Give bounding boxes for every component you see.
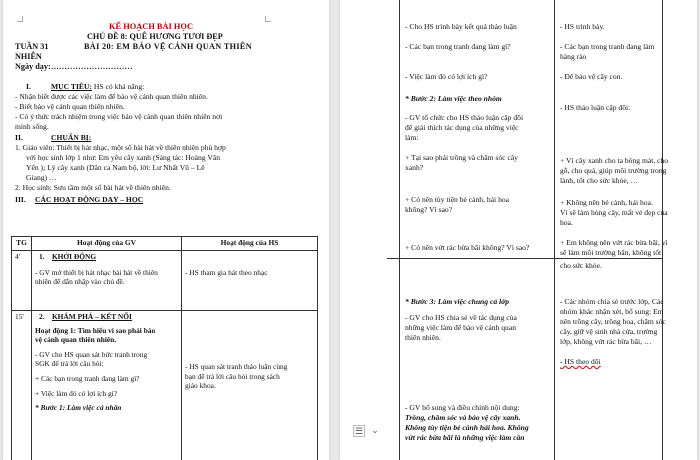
teacher-text: + Tại sao phải trồng và chăm sóc cây [405, 153, 518, 162]
teacher-summary: vứt rác bừa bãi là những việc làm cần [405, 433, 525, 442]
corner-mark [265, 16, 271, 22]
teacher-text: - GV mở thiết bị hát nhạc bài hát về thiên [35, 267, 158, 277]
teacher-text: + Các bạn trong tranh đang làm gì? [35, 373, 140, 383]
teacher-text: làm: [405, 133, 419, 142]
objective-item: - Nhận biết được các việc làm để bảo vệ cảnh quan thiên nhiên. [15, 92, 208, 101]
teacher-text: không? Vì sao? [405, 205, 453, 214]
teacher-text: - Cho HS trình bày kết quả thảo luận [405, 22, 517, 31]
table-border [554, 0, 555, 460]
teacher-summary: Không tùy tiện bẻ cành hái hoa. Không [405, 423, 529, 432]
student-text: lành, tốt cho sức khỏe, … [560, 176, 639, 185]
student-activity-cell [182, 311, 318, 460]
student-text: cho sức khỏe. [560, 261, 602, 270]
heading-text: KHỞI ĐỘNG [51, 252, 97, 261]
heading-number: 2. [39, 312, 45, 321]
continued-table [399, 0, 663, 460]
teacher-text: để giải thích tác dụng của những việc [405, 123, 519, 132]
student-activity-cell [182, 251, 318, 311]
teacher-text: - Việc làm đó có lợi ích gì? [405, 72, 488, 81]
table-border [662, 0, 663, 460]
student-text: - HS thảo luận cặp đôi: [560, 103, 631, 112]
teacher-text: + Có nên vứt rác bừa bãi không? Vì sao? [405, 243, 530, 252]
table-header-row [12, 237, 318, 251]
prep-item: Yến ); Lý cây xanh (Dân ca Nam bộ, lời: Lư Nhất Vũ – Lê [26, 163, 205, 172]
student-text: nhóm khác nhận xét, bổ sung: Em [560, 307, 664, 316]
lesson-plan-title: KẾ HOẠCH BÀI HỌC [109, 22, 193, 31]
time-cell: 4' [12, 251, 32, 311]
teacher-text: - GV tổ chức cho HS thảo luận cặp đôi [405, 113, 524, 122]
week-label: TUẦN 31 [15, 42, 49, 51]
section-3-title: CÁC HOẠT ĐỘNG DẠY – HỌC [35, 195, 144, 204]
col-header-teacher: Hoạt động của GV [32, 237, 182, 251]
step-label: * Bước 3: Làm việc chung cả lớp [405, 297, 510, 306]
document-page-2 [340, 0, 697, 460]
teacher-text: thiên nhiên. [405, 333, 441, 342]
comment-icon[interactable]: ☰ [354, 426, 364, 436]
activity-heading [39, 312, 178, 322]
student-text: hoa. [560, 218, 573, 227]
student-text: - HS tham gia hát theo nhạc [185, 268, 268, 277]
prep-item: 1. Giáo viên: Thiết bị hát nhạc, một số bài hát về thiên nhiên phù hợp [15, 143, 226, 152]
objective-item: - Có ý thức trách nhiệm trong việc bảo vệ cảnh quan thiên nhiên nơi [15, 112, 223, 121]
objective-item: - Biết bảo vệ cảnh quan thiên nhiên. [15, 102, 125, 111]
student-text: + Em không nên vứt rác bừa bãi, vì [560, 238, 668, 247]
student-text: + Không nên bẻ cành, hái hoa. [560, 198, 653, 207]
prep-item: với học sinh lớp 1 như: Em yêu cây xanh (Sáng tác: Hoàng Văn [26, 153, 221, 162]
teacher-text: nhiên để dẫn nhập vào chủ đề. [35, 277, 125, 287]
teacher-text: - GV bổ sung và điều chỉnh nội dung: [405, 403, 520, 412]
student-text: Vì sẽ làm hỏng cây, mất vẻ đẹp của [560, 208, 668, 217]
step-label: * Bước 1: Làm việc cá nhân [35, 403, 122, 413]
table-row [12, 311, 318, 460]
prep-item: Giang) … [26, 173, 57, 182]
activity-title: vệ cảnh quan thiên nhiên. [35, 335, 117, 345]
teacher-activity-cell [32, 251, 182, 311]
lesson-title: BÀI 20: EM BẢO VỆ CẢNH QUAN THIÊN [84, 42, 252, 51]
chevron-down-icon[interactable]: ⌄ [371, 425, 379, 435]
section-1-num: I. [26, 82, 31, 91]
student-text: cây, giữ vệ sinh nhà cửa, trường [560, 327, 658, 336]
student-text: - Các bạn trong tranh đang làm [560, 42, 655, 51]
student-text: - HS trình bày. [560, 22, 605, 31]
student-text: nên trồng cây, trồng hoa, chăm sóc [560, 317, 666, 326]
student-text: - HS quan sát tranh thảo luận cùng [185, 362, 288, 371]
student-text: hàng rào [560, 52, 587, 61]
teacher-text: xanh? [405, 163, 424, 172]
teacher-text: + Việc làm đó có lợi ích gì? [35, 388, 117, 398]
teacher-text: những việc làm để bảo vệ cảnh quan [405, 323, 517, 332]
teach-date: Ngày dạy:………………………… [15, 62, 133, 71]
table-border [399, 0, 400, 460]
section-1-title: MỤC TIÊU: [51, 82, 92, 91]
heading-number: 1. [39, 252, 45, 261]
section-1-heading [51, 82, 144, 92]
activity-heading [39, 252, 178, 262]
student-text: gỗ, cho quả, giúp môi trường trong [560, 166, 667, 175]
activities-table [11, 236, 318, 460]
teacher-text: - Các bạn trong tranh đang làm gì? [405, 42, 511, 51]
student-text: + Vì cây xanh cho ta bóng mát, cho [560, 156, 669, 165]
time-cell: 15' [12, 311, 32, 460]
section-2-num: II. [15, 133, 23, 142]
student-text: - Để bảo vệ cây con. [560, 72, 623, 81]
teacher-activity-cell [32, 311, 182, 460]
student-text: bạn để trả lời câu hỏi trong sách [185, 371, 280, 381]
prep-item: 2. Học sinh: Sưu tầm một số bài hát về thiên nhiên. [15, 183, 171, 192]
section-1-intro: HS có khả năng: [92, 82, 145, 91]
objective-item: mình sống. [15, 122, 49, 131]
corner-mark [17, 16, 23, 22]
activity-title: Hoạt động 1: Tìm hiểu vì sao phải bảo [35, 325, 156, 335]
student-text: giáo khoa. [185, 381, 216, 391]
table-row [12, 251, 318, 311]
topic-title: CHỦ ĐỀ 8: QUÊ HƯƠNG TƯƠI ĐẸP [87, 32, 223, 41]
student-text: lớp, không vứt rác bừa bãi, … [560, 337, 652, 346]
section-3-num: III. [15, 195, 26, 204]
table-border [387, 258, 663, 259]
teacher-text: - GV cho HS quan sát bức tranh trong [35, 349, 148, 359]
document-page-1 [3, 0, 329, 460]
student-text: - Các nhóm chia sẻ trước lớp, Các [560, 297, 664, 306]
heading-text: KHÁM PHÁ – KẾT NỐI [51, 312, 132, 321]
step-label: * Bước 2: Làm việc theo nhóm [405, 94, 502, 103]
col-header-student: Hoạt động của HS [182, 237, 318, 251]
student-text: - HS theo dõi [560, 357, 601, 366]
lesson-title-cont: NHIÊN [15, 52, 42, 61]
col-header-time: TG [12, 237, 32, 251]
teacher-text: - GV cho HS chia sẻ về tác dụng của [405, 313, 517, 322]
teacher-text: SGK để trả lời câu hỏi: [35, 359, 104, 369]
section-2-title: CHUẨN BỊ: [51, 133, 92, 142]
teacher-summary: Trồng, chăm sóc và bảo vệ cây xanh. [405, 413, 521, 422]
teacher-text: + Có nên tùy tiện bẻ cành, hái hoa [405, 195, 510, 204]
student-text: sẽ làm môi trường bẩn, không tốt [560, 248, 662, 257]
